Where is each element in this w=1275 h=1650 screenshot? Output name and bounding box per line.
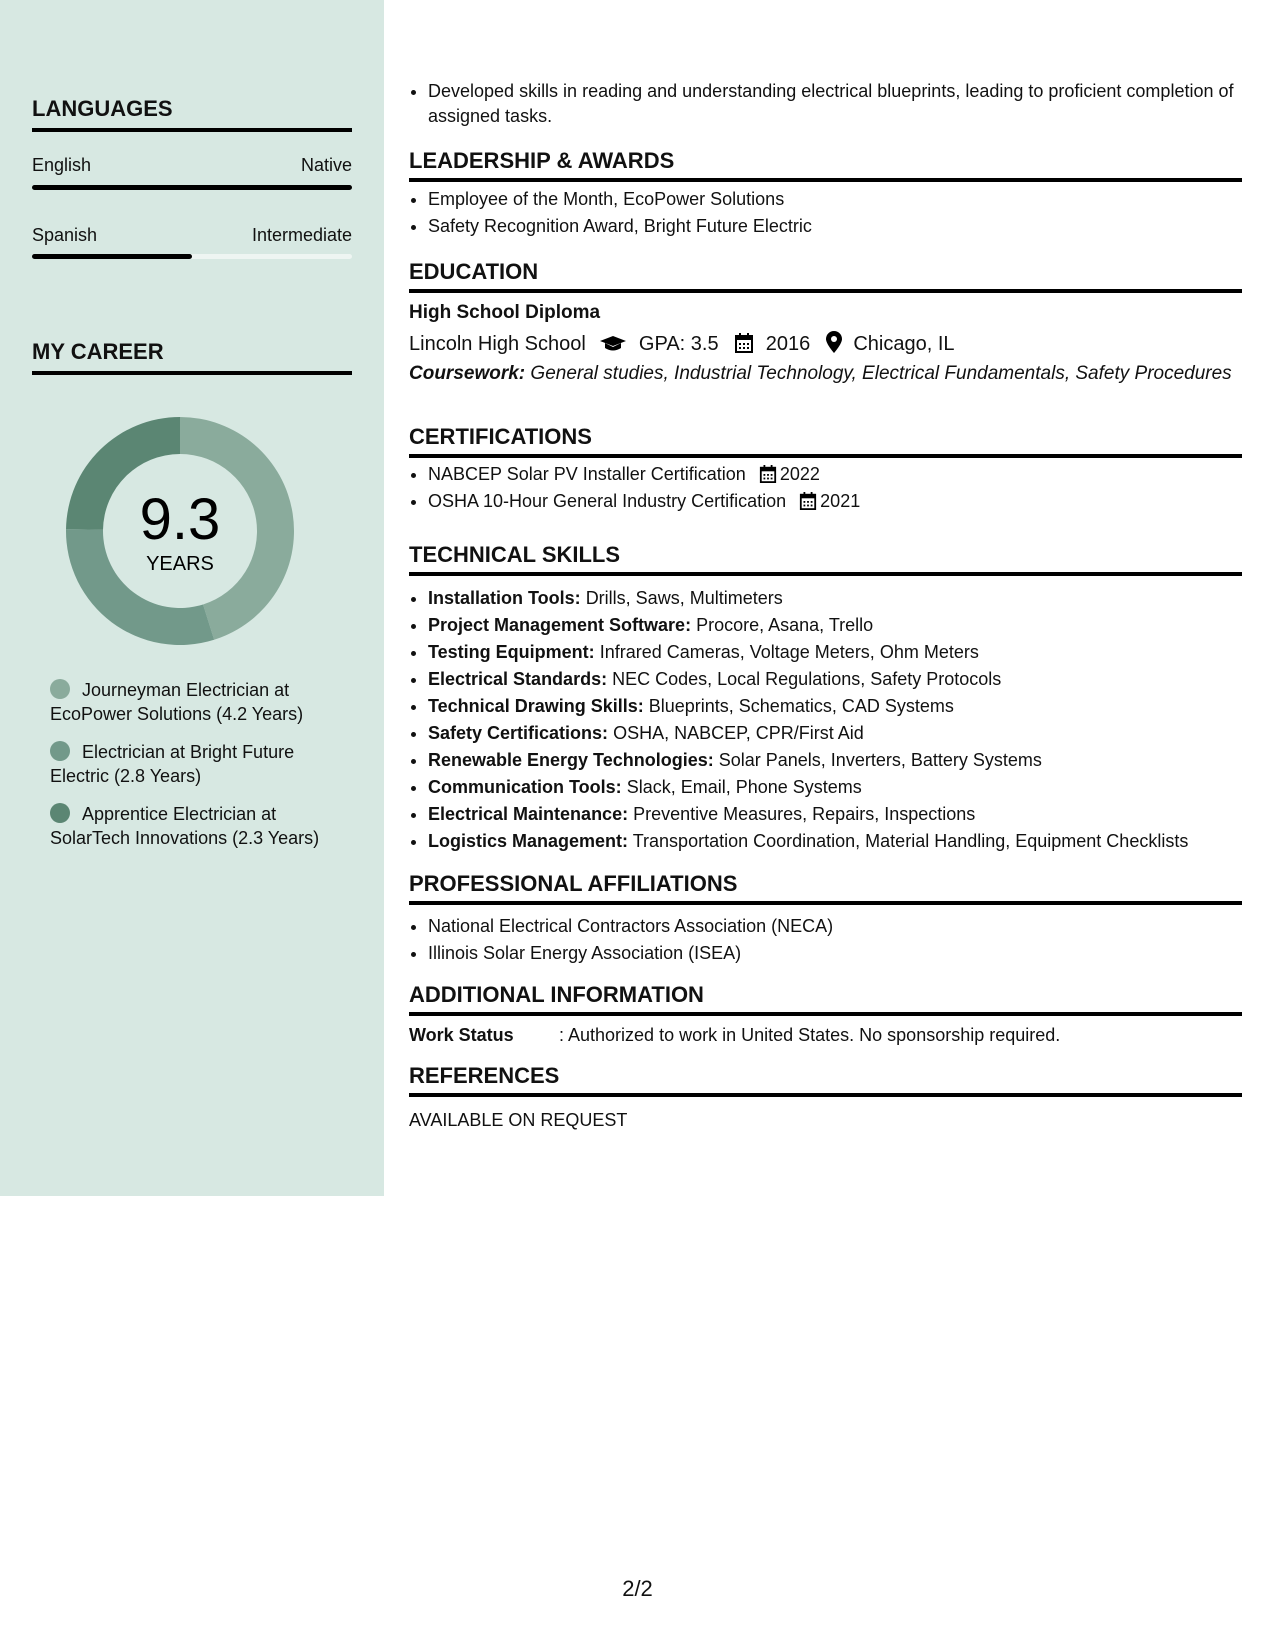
work-status-label: Work Status <box>409 1025 514 1045</box>
certification-item <box>428 461 1242 488</box>
location-pin-icon <box>826 331 842 353</box>
list-item: • National Electrical Contractors Association (NECA) <box>428 913 1242 940</box>
skill-value: Solar Panels, Inverters, Battery Systems <box>718 750 1042 770</box>
work-status-value: : Authorized to work in United States. No sponsorship required. <box>559 1025 1061 1045</box>
skill-label: Testing Equipment: <box>428 642 595 662</box>
career-item-label: Apprentice Electrician at SolarTech Innovations (2.3 Years) <box>50 804 320 848</box>
skill-value: Blueprints, Schematics, CAD Systems <box>648 696 954 716</box>
language-name: English <box>32 155 92 175</box>
skill-label: Installation Tools: <box>428 588 581 608</box>
languages-heading: LANGUAGES <box>32 96 352 132</box>
education-entry <box>409 300 1242 386</box>
legend-dot-icon <box>50 803 70 823</box>
skill-label: Electrical Standards: <box>428 669 608 689</box>
affiliations-list <box>409 913 1242 967</box>
skill-item <box>428 828 1242 855</box>
skill-value: Procore, Asana, Trello <box>696 615 874 635</box>
skill-value: Slack, Email, Phone Systems <box>626 777 862 797</box>
career-total-unit: YEARS <box>146 553 214 575</box>
list-item: • Safety Recognition Award, Bright Future Electric <box>428 213 1242 240</box>
school-name: Lincoln High School <box>409 333 586 355</box>
skill-value: Transportation Coordination, Material Handling, Equipment Checklists <box>632 831 1189 851</box>
work-status-row <box>409 1022 1242 1049</box>
skill-label: Renewable Energy Technologies: <box>428 750 714 770</box>
career-total-value: 9.3 <box>139 487 221 552</box>
certifications-heading: CERTIFICATIONS <box>409 424 1242 458</box>
education-heading: EDUCATION <box>409 259 1242 293</box>
certification-year: 2022 <box>779 464 820 484</box>
skill-item <box>428 612 1242 639</box>
graduation-cap-icon <box>599 335 627 353</box>
sidebar <box>0 0 384 1196</box>
list-item: • Employee of the Month, EcoPower Solutions <box>428 186 1242 213</box>
language-row-english <box>32 155 352 176</box>
education-details <box>409 328 1242 360</box>
skill-item <box>428 720 1242 747</box>
calendar-icon <box>759 465 777 483</box>
education-location: Chicago, IL <box>853 333 955 355</box>
language-row-spanish <box>32 225 352 246</box>
language-bar-spanish <box>32 254 352 259</box>
skill-item <box>428 639 1242 666</box>
language-level: Intermediate <box>251 225 352 245</box>
career-item-label: Electrician at Bright Future Electric (2.8 Years) <box>50 742 295 786</box>
coursework-label: Coursework: <box>409 363 526 384</box>
career-legend-item <box>50 740 330 788</box>
language-bar-fill <box>32 185 352 190</box>
skill-value: Preventive Measures, Repairs, Inspections <box>633 804 976 824</box>
affiliations-heading: PROFESSIONAL AFFILIATIONS <box>409 871 1242 905</box>
references-heading: REFERENCES <box>409 1063 1242 1097</box>
skill-value: OSHA, NABCEP, CPR/First Aid <box>613 723 864 743</box>
leadership-heading: LEADERSHIP & AWARDS <box>409 148 1242 182</box>
skill-label: Project Management Software: <box>428 615 692 635</box>
list-item: • Illinois Solar Energy Association (ISEA) <box>428 940 1242 967</box>
language-bar-english <box>32 185 352 190</box>
skill-label: Electrical Maintenance: <box>428 804 629 824</box>
language-name: Spanish <box>32 225 98 245</box>
additional-info-heading: ADDITIONAL INFORMATION <box>409 982 1242 1016</box>
coursework <box>409 362 1242 386</box>
language-bar-fill <box>32 254 192 259</box>
skill-item <box>428 585 1242 612</box>
skill-value: Drills, Saws, Multimeters <box>585 588 783 608</box>
degree-title: High School Diploma <box>409 302 601 323</box>
references-text: AVAILABLE ON REQUEST <box>409 1110 628 1130</box>
certification-year: 2021 <box>820 491 861 511</box>
legend-dot-icon <box>50 741 70 761</box>
skill-item <box>428 801 1242 828</box>
gpa: GPA: 3.5 <box>638 333 719 355</box>
skill-item <box>428 693 1242 720</box>
calendar-icon <box>734 333 754 353</box>
skill-item <box>428 774 1242 801</box>
coursework-text: General studies, Industrial Technology, Electrical Fundamentals, Safety Procedures <box>530 363 1232 384</box>
skill-value: Infrared Cameras, Voltage Meters, Ohm Meters <box>599 642 979 662</box>
leadership-list <box>409 186 1242 240</box>
career-donut-chart <box>66 417 294 645</box>
technical-skills-list <box>409 585 1242 855</box>
career-heading: MY CAREER <box>32 339 352 375</box>
legend-dot-icon <box>50 679 70 699</box>
technical-skills-heading: TECHNICAL SKILLS <box>409 542 1242 576</box>
language-level: Native <box>300 155 352 175</box>
skill-label: Logistics Management: <box>428 831 629 851</box>
certification-name: OSHA 10-Hour General Industry Certification <box>428 491 787 511</box>
certifications-list <box>409 461 1242 515</box>
experience-tail <box>409 79 1242 129</box>
page-number: 2/2 <box>622 1576 653 1601</box>
certification-item <box>428 488 1242 515</box>
skill-item <box>428 747 1242 774</box>
list-item: • Developed skills in reading and understanding electrical blueprints, leading to proficient completion of assigned tasks. <box>428 79 1242 129</box>
graduation-year: 2016 <box>765 333 811 355</box>
calendar-icon <box>799 492 817 510</box>
skill-label: Safety Certifications: <box>428 723 609 743</box>
skill-item <box>428 666 1242 693</box>
certification-name: NABCEP Solar PV Installer Certification <box>428 464 746 484</box>
career-item-label: Journeyman Electrician at EcoPower Solutions (4.2 Years) <box>50 680 304 724</box>
skill-label: Technical Drawing Skills: <box>428 696 644 716</box>
skill-label: Communication Tools: <box>428 777 622 797</box>
career-legend-item <box>50 678 330 726</box>
career-legend-item <box>50 802 330 850</box>
skill-value: NEC Codes, Local Regulations, Safety Protocols <box>612 669 1002 689</box>
